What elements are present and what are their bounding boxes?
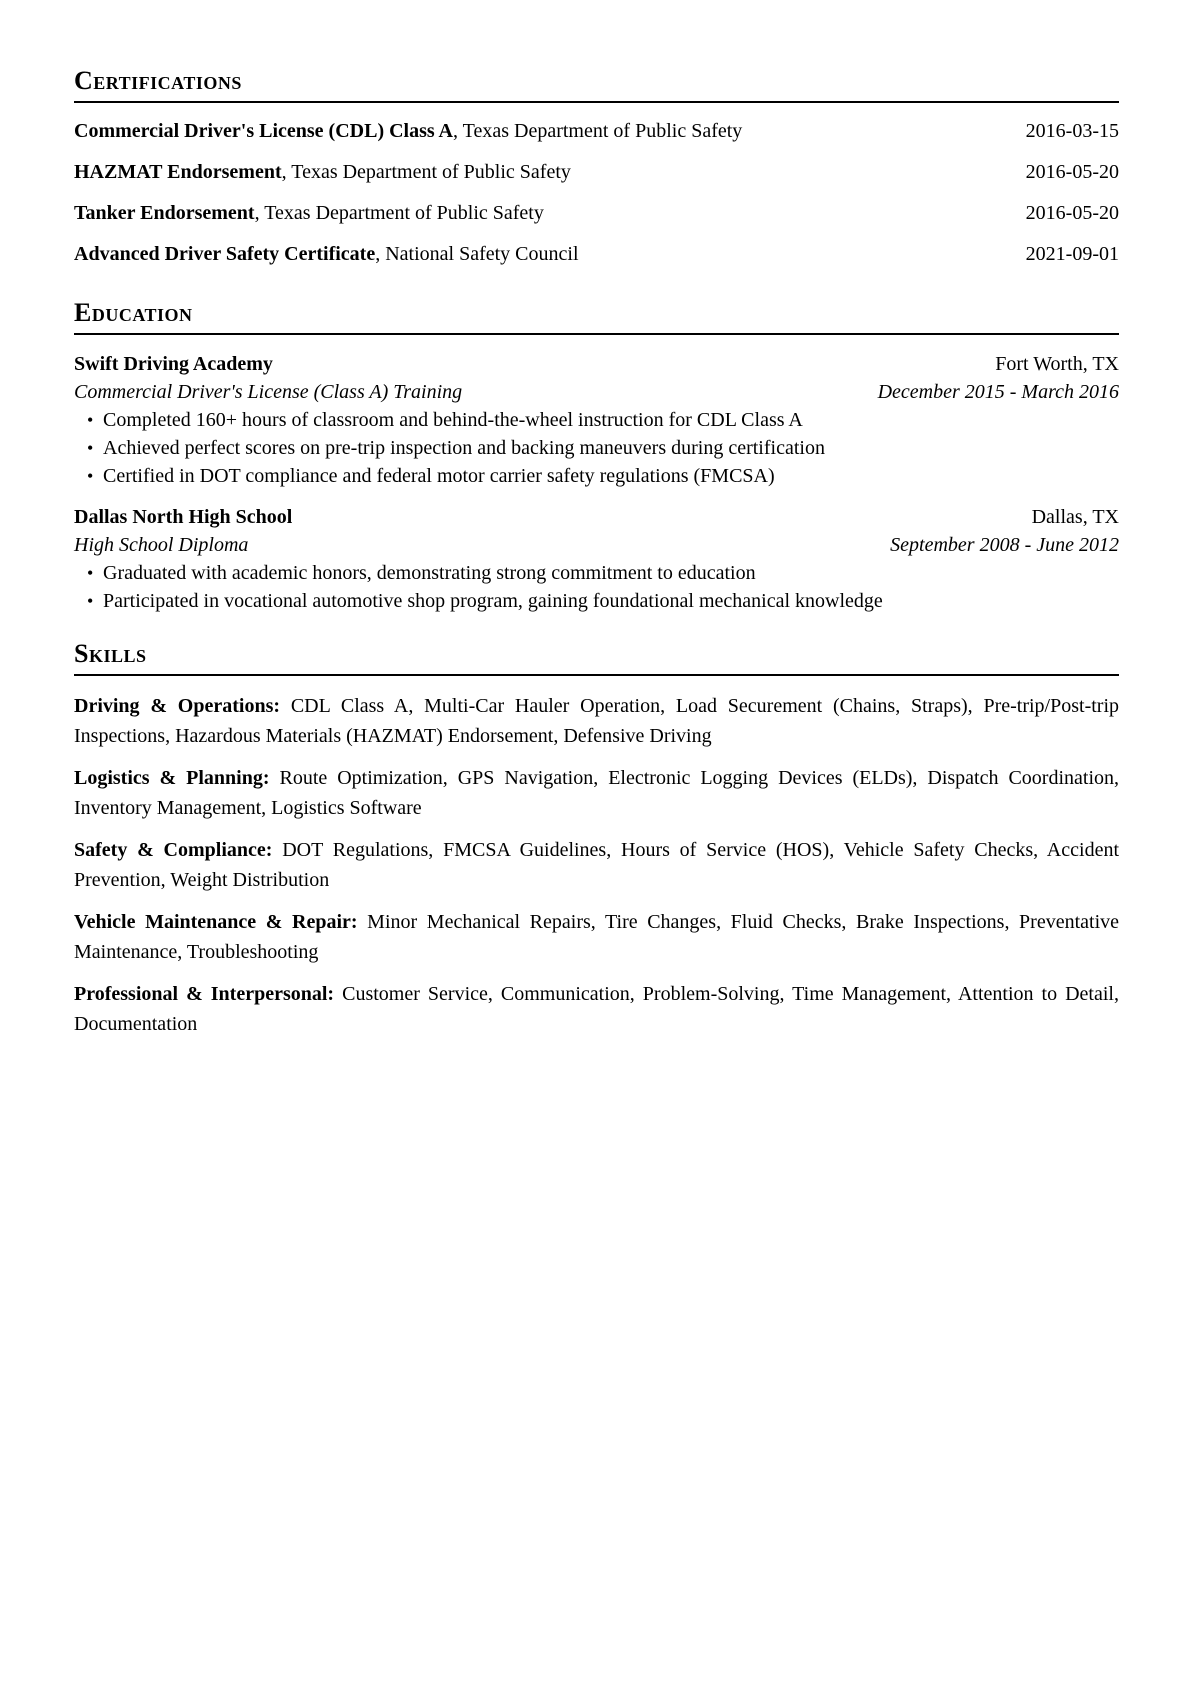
skill-list-text: CDL Class A, Multi-Car Hauler Operation, Load Securement (Chains, Straps), Pre-trip/Post-trip Inspections, Hazardous Materials (HAZMAT) Endorsement, Defensive Driving xyxy=(74,695,1120,747)
certification-date: 2016-05-20 xyxy=(1025,202,1119,224)
education-entry-header xyxy=(74,503,1119,531)
certification-title xyxy=(74,241,579,267)
certification-date: 2016-05-20 xyxy=(1025,161,1119,183)
skill-list-text: DOT Regulations, FMCSA Guidelines, Hours of Service (HOS), Vehicle Safety Checks, Accident Prevention, Weight Distribution xyxy=(74,839,1119,891)
bullet-text: Achieved perfect scores on pre-trip inspection and backing maneuvers during certification xyxy=(103,437,825,459)
certification-title xyxy=(74,159,571,185)
bullet-item xyxy=(74,462,1119,490)
degree-dates: September 2008 - June 2012 xyxy=(890,534,1119,556)
education-heading: Education xyxy=(74,300,1119,335)
bullet-icon: • xyxy=(87,438,94,458)
skill-category-label: Logistics & Planning: xyxy=(74,767,270,789)
bullet-item xyxy=(74,559,1119,587)
bullet-item xyxy=(74,434,1119,462)
skill-category-label: Vehicle Maintenance & Repair: xyxy=(74,911,358,933)
section-skills xyxy=(74,641,1119,1039)
section-certifications xyxy=(74,68,1119,267)
bullet-text: Certified in DOT compliance and federal motor carrier safety regulations (FMCSA) xyxy=(103,465,775,487)
bullet-item xyxy=(74,406,1119,434)
skill-group xyxy=(74,835,1119,895)
certification-row xyxy=(74,241,1119,267)
skill-list-text: Minor Mechanical Repairs, Tire Changes, Fluid Checks, Brake Inspections, Preventative Maintenance, Troubleshooting xyxy=(74,911,1120,963)
education-entry-header xyxy=(74,350,1119,378)
certification-issuer: , Texas Department of Public Safety xyxy=(453,120,743,142)
education-entry xyxy=(74,503,1119,615)
bullet-text: Completed 160+ hours of classroom and behind-the-wheel instruction for CDL Class A xyxy=(103,409,803,431)
bullet-item xyxy=(74,587,1119,615)
certification-date: 2016-03-15 xyxy=(1025,120,1119,142)
degree-title: Commercial Driver's License (Class A) Training xyxy=(74,381,463,403)
certification-title xyxy=(74,200,544,226)
certification-name: Commercial Driver's License (CDL) Class A xyxy=(74,120,454,142)
skill-group xyxy=(74,907,1119,967)
education-bullet-list xyxy=(74,559,1119,615)
certification-issuer: , National Safety Council xyxy=(375,243,579,265)
skill-list-text: Route Optimization, GPS Navigation, Electronic Logging Devices (ELDs), Dispatch Coordination, Inventory Management, Logistics Software xyxy=(74,767,1120,819)
certification-issuer: , Texas Department of Public Safety xyxy=(254,202,544,224)
certification-date: 2021-09-01 xyxy=(1025,243,1119,265)
education-entry xyxy=(74,350,1119,490)
certification-name: Advanced Driver Safety Certificate xyxy=(74,243,376,265)
education-entry-subheader xyxy=(74,531,1119,559)
skill-category-label: Professional & Interpersonal: xyxy=(74,983,335,1005)
certification-name: Tanker Endorsement xyxy=(74,202,255,224)
certification-issuer: , Texas Department of Public Safety xyxy=(281,161,571,183)
skill-group xyxy=(74,763,1119,823)
skill-group xyxy=(74,979,1119,1039)
bullet-icon: • xyxy=(87,466,94,486)
education-bullet-list xyxy=(74,406,1119,490)
certification-row xyxy=(74,200,1119,226)
certifications-heading: Certifications xyxy=(74,68,1119,103)
bullet-text: Participated in vocational automotive shop program, gaining foundational mechanical knowledge xyxy=(103,590,883,612)
section-education xyxy=(74,300,1119,615)
skill-category-label: Safety & Compliance: xyxy=(74,839,273,861)
bullet-icon: • xyxy=(87,410,94,430)
skill-group xyxy=(74,691,1119,751)
bullet-icon: • xyxy=(87,563,94,583)
degree-dates: December 2015 - March 2016 xyxy=(877,381,1119,403)
certification-row xyxy=(74,159,1119,185)
school-location: Dallas, TX xyxy=(1031,506,1119,528)
skill-category-label: Driving & Operations: xyxy=(74,695,281,717)
skill-list-text: Customer Service, Communication, Problem-Solving, Time Management, Attention to Detail, Documentation xyxy=(74,983,1119,1035)
school-location: Fort Worth, TX xyxy=(995,353,1119,375)
certification-title xyxy=(74,118,742,144)
degree-title: High School Diploma xyxy=(74,534,249,556)
skills-heading: Skills xyxy=(74,641,1119,676)
bullet-text: Graduated with academic honors, demonstrating strong commitment to education xyxy=(103,562,756,584)
certification-row xyxy=(74,118,1119,144)
education-entry-subheader xyxy=(74,378,1119,406)
certification-name: HAZMAT Endorsement xyxy=(74,161,282,183)
school-name: Swift Driving Academy xyxy=(74,353,273,375)
school-name: Dallas North High School xyxy=(74,506,293,528)
bullet-icon: • xyxy=(87,591,94,611)
